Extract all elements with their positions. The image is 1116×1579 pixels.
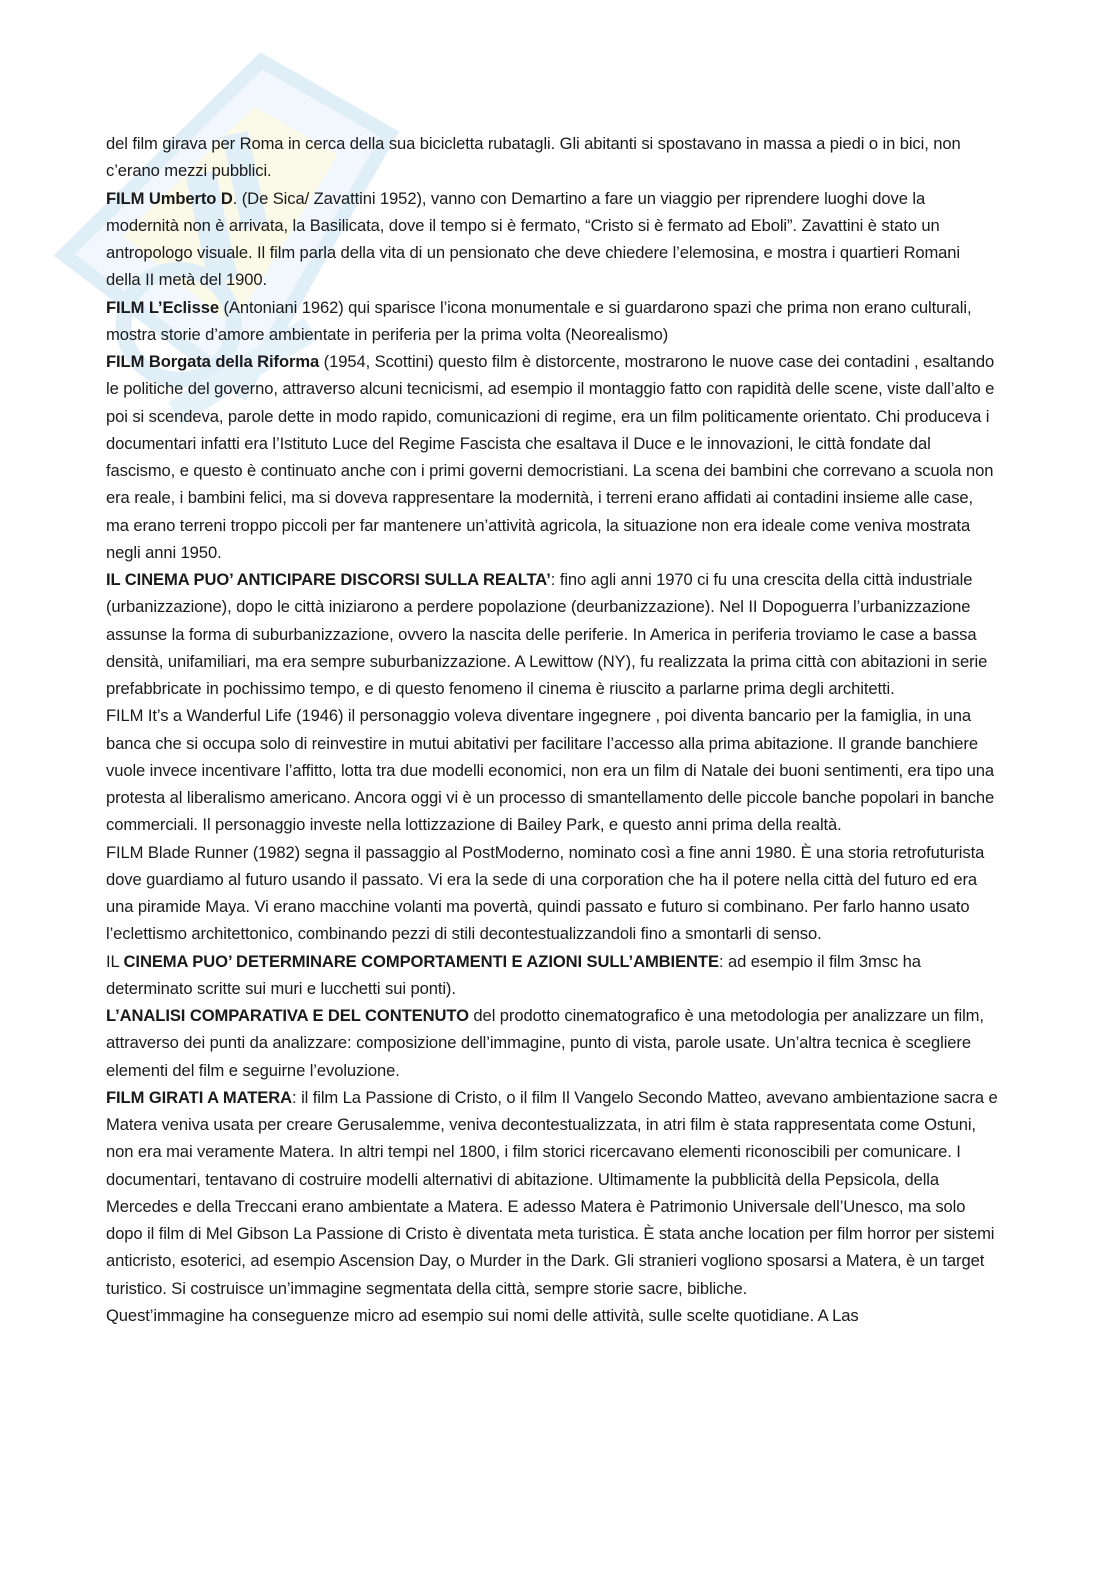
paragraph: del film girava per Roma in cerca della sua bicicletta rubatagli. Gli abitanti si spostavano in massa a piedi o in bici, non c’erano mezzi pubblici. bbox=[106, 134, 961, 181]
paragraph-heading: L’ANALISI COMPARATIVA E DEL CONTENUTO bbox=[106, 1006, 469, 1025]
paragraph: FILM L’Eclisse (Antoniani 1962) qui sparisce l’icona monumentale e si guardarono spazi che prima non erano culturali, mostra storie d’amore ambientate in periferia per la prima volta (Neorealismo) bbox=[106, 297, 972, 344]
paragraph: FILM Borgata della Riforma (1954, Scottini) questo film è distorcente, mostrarono le nuove case dei contadini , esaltando le politiche del governo, attraverso alcuni tecnicismi, ad esempio il montaggio fatto con rapidità delle scene, viste dall’alto e poi si scendeva, parole dette in modo rapido, comunicazioni di regime, era un film politicamente orientato. Chi produceva i documentari infatti era l’Istituto Luce del Regime Fascista che esaltava il Duce e le innovazioni, le città fondate dal fascismo, e questo è continuato anche con i primi governi democristiani. La scena dei bambini che correvano a scuola non era reale, i bambini felici, ma si doveva rappresentare la modernità, i terreni erano affidati ai contadini insieme alle case, ma erano terreni troppo piccoli per far mantenere un’attività agricola, la situazione non era ideale come veniva mostrata negli anni 1950. bbox=[106, 352, 995, 562]
paragraph-heading: FILM GIRATI A MATERA bbox=[106, 1087, 293, 1107]
document-body bbox=[106, 130, 998, 1329]
paragraph-heading: CINEMA PUO’ DETERMINARE COMPORTAMENTI E AZIONI SULL’AMBIENTE bbox=[123, 951, 719, 971]
paragraph: FILM Umberto D. (De Sica/ Zavattini 1952), vanno con Demartino a fare un viaggio per riprendere luoghi dove la modernità non è arrivata, la Basilicata, dove il tempo si è fermato, “Cristo si è fermato ad Eboli”. Zavattini è stato un antropologo visuale. Il film parla della vita di un pensionato che deve chiedere l’elemosina, e mostra i quartieri Romani della II metà del 1900. bbox=[106, 188, 961, 290]
paragraph-heading: FILM Umberto D bbox=[106, 188, 233, 208]
paragraph-heading: IL CINEMA PUO’ ANTICIPARE DISCORSI SULLA REALTA’ bbox=[106, 570, 551, 589]
paragraph: IL CINEMA PUO’ DETERMINARE COMPORTAMENTI E AZIONI SULL’AMBIENTE: ad esempio il film 3msc ha determinato scritte sui muri e lucchetti sui ponti). bbox=[106, 951, 921, 998]
paragraph: FILM GIRATI A MATERA: il film La Passione di Cristo, o il film Il Vangelo Secondo Matteo, avevano ambientazione sacra e Matera veniva usata per creare Gerusalemme, veniva decontestualizzata, in atri film è stata rappresentata come Ostuni, non era mai veramente Matera. In altri tempi nel 1800, i film storici ricercavano elementi riconoscibili per comunicare. I documentari, tentavano di costruire modelli alternativi di abitazione. Ultimamente la pubblicità della Pepsicola, della Mercedes e della Treccani erano ambientate a Matera. E adesso Matera è Patrimonio Universale dell’Unesco, ma solo dopo il film di Mel Gibson La Passione di Cristo è diventata meta turistica. È stata anche location per film horror per sistemi anticristo, esoterici, ad esempio Ascension Day, o Murder in the Dark. Gli stranieri vogliono sposarsi a Matera, è un target turistico. Si costruisce un’immagine segmentata della città, sempre storie sacre, bibliche. bbox=[106, 1087, 998, 1298]
paragraph: L’ANALISI COMPARATIVA E DEL CONTENUTO del prodotto cinematografico è una metodologia per analizzare un film, attraverso dei punti da analizzare: composizione dell’immagine, punto di vista, parole usate. Un’altra tecnica è scegliere elementi del film e seguirne l’evoluzione. bbox=[106, 1006, 984, 1080]
paragraph: IL CINEMA PUO’ ANTICIPARE DISCORSI SULLA REALTA’: fino agli anni 1970 ci fu una crescita della città industriale (urbanizzazione), dopo le città iniziarono a perdere popolazione (deurbanizzazione). Nel II Dopoguerra l’urbanizzazione assunse la forma di suburbanizzazione, ovvero la nascita delle periferie. In America in periferia troviamo le case a bassa densità, unifamiliari, ma era sempre suburbanizzazione. A Lewittow (NY), fu realizzata la prima città con abitazioni in serie prefabbricate in pochissimo tempo, e di questo fenomeno il cinema è riuscito a parlarne prima degli architetti. bbox=[106, 570, 988, 698]
paragraph-heading: FILM Borgata della Riforma bbox=[106, 352, 320, 371]
paragraph: FILM It’s a Wanderful Life (1946) il personaggio voleva diventare ingegnere , poi diventa bancario per la famiglia, in una banca che si occupa solo di reinvestire in mutui abitativi per facilitare l’accesso alla prima abitazione. Il grande banchiere vuole invece incentivare l’affitto, lotta tra due modelli economici, non era un film di Natale dei buoni sentimenti, era tipo una protesta al liberalismo americano. Ancora oggi vi è un processo di smantellamento delle piccole banche popolari in banche commerciali. Il personaggio investe nella lottizzazione di Bailey Park, e questo anni prima della realtà. bbox=[106, 706, 995, 835]
paragraph-heading: FILM L’Eclisse bbox=[106, 297, 219, 317]
paragraph: FILM Blade Runner (1982) segna il passaggio al PostModerno, nominato così a fine anni 1980. È una storia retrofuturista dove guardiamo al futuro usando il passato. Vi era la sede di una corporation che ha il potere nella città del futuro ed era una piramide Maya. Vi erano macchine volanti ma povertà, quindi passato e futuro si combinano. Per farlo hanno usato l’eclettismo architettonico, combinando pezzi di stili decontestualizzandoli fino a smontarli di senso. bbox=[106, 842, 985, 944]
paragraph: Quest’immagine ha conseguenze micro ad esempio sui nomi delle attività, sulle scelte quotidiane. A Las bbox=[106, 1305, 859, 1325]
